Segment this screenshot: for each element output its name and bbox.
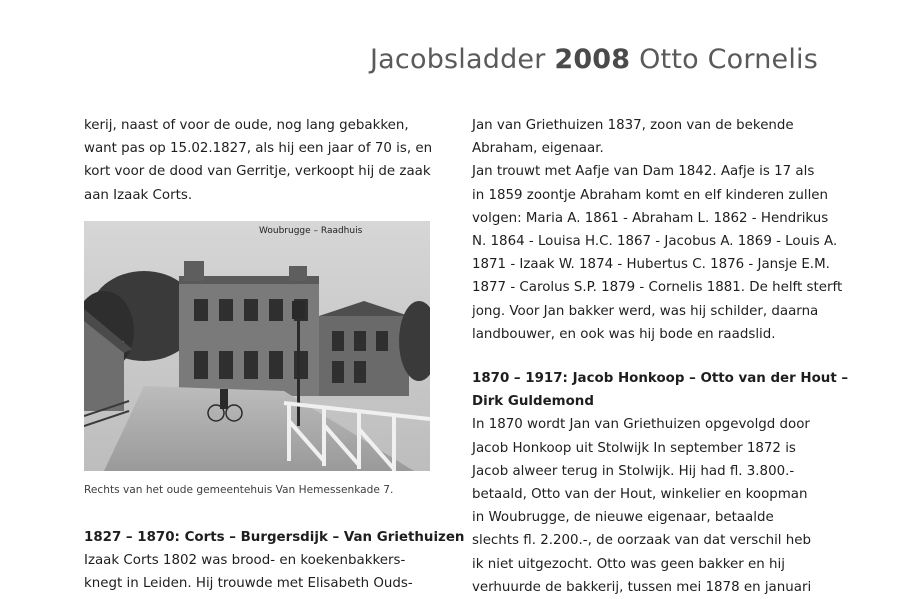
text-line: Jacob alweer terug in Stolwijk. Hij had fl. 3.800.- <box>472 463 795 479</box>
header-title-year: 2008 <box>554 44 631 75</box>
text-line: 1877 - Carolus S.P. 1879 - Cornelis 1881. De helft sterft <box>472 280 843 296</box>
text-line: jong. Voor Jan bakker werd, was hij schilder, daarna <box>472 303 819 319</box>
text-line: N. 1864 - Louisa H.C. 1867 - Jacobus A. 1869 - Louis A. <box>472 234 838 250</box>
text-line: Izaak Corts 1802 was brood- en koekenbakkers- <box>84 553 406 569</box>
section-heading: 1827 – 1870: Corts – Burgersdijk – Van Griethuizen <box>84 530 465 545</box>
text-line: slechts fl. 2.200.-, de oorzaak van dat verschil heb <box>472 533 811 549</box>
text-line: Jan trouwt met Aafje van Dam 1842. Aafje is 17 als <box>472 164 815 180</box>
text-line: volgen: Maria A. 1861 - Abraham L. 1862 - Hendrikus <box>472 210 829 226</box>
text-line: knegt in Leiden. Hij trouwde met Elisabeth Ouds- <box>84 576 413 592</box>
page-header <box>370 44 818 75</box>
text-line: betaald, Otto van der Hout, winkelier en koopman <box>472 487 808 503</box>
text-line: 1871 - Izaak W. 1874 - Hubertus C. 1876 - Jansje E.M. <box>472 257 830 273</box>
photo-inscription: Woubrugge – Raadhuis <box>259 226 363 236</box>
header-title-suffix: Otto Cornelis <box>639 44 818 75</box>
text-line: Abraham, eigenaar. <box>472 141 604 157</box>
header-title-prefix: Jacobsladder <box>370 44 546 75</box>
text-line: ik niet uitgezocht. Otto was geen bakker en hij <box>472 556 785 572</box>
text-line: in Woubrugge, de nieuwe eigenaar, betaalde <box>472 510 774 526</box>
photo-drawing <box>84 221 430 471</box>
text-line: want pas op 15.02.1827, als hij een jaar of 70 is, en <box>84 141 433 157</box>
section-heading: Dirk Guldemond <box>472 394 594 410</box>
text-line: kerij, naast of voor de oude, nog lang gebakken, <box>84 118 409 133</box>
right-column <box>472 114 849 599</box>
text-line: kort voor de dood van Gerritje, verkoopt hij de zaak <box>84 164 431 180</box>
section-heading: 1870 – 1917: Jacob Honkoop – Otto van der Hout – <box>472 371 849 387</box>
text-line: landbouwer, en ook was hij bode en raadslid. <box>472 326 776 342</box>
text-line: verhuurde de bakkerij, tussen mei 1878 en januari <box>472 579 812 595</box>
text-line: In 1870 wordt Jan van Griethuizen opgevolgd door <box>472 417 810 433</box>
photo-caption: Rechts van het oude gemeentehuis Van Hemessenkade 7. <box>84 484 394 496</box>
left-column-bottom <box>84 526 465 596</box>
text-line: Jacob Honkoop uit Stolwijk In september 1872 is <box>472 440 796 456</box>
left-column-top <box>84 114 434 207</box>
text-line: aan Izaak Corts. <box>84 187 193 203</box>
text-line: in 1859 zoontje Abraham komt en elf kinderen zullen <box>472 187 829 203</box>
text-line: Jan van Griethuizen 1837, zoon van de bekende <box>472 118 794 133</box>
historic-photo <box>84 221 430 471</box>
paragraph-gap <box>472 346 820 367</box>
